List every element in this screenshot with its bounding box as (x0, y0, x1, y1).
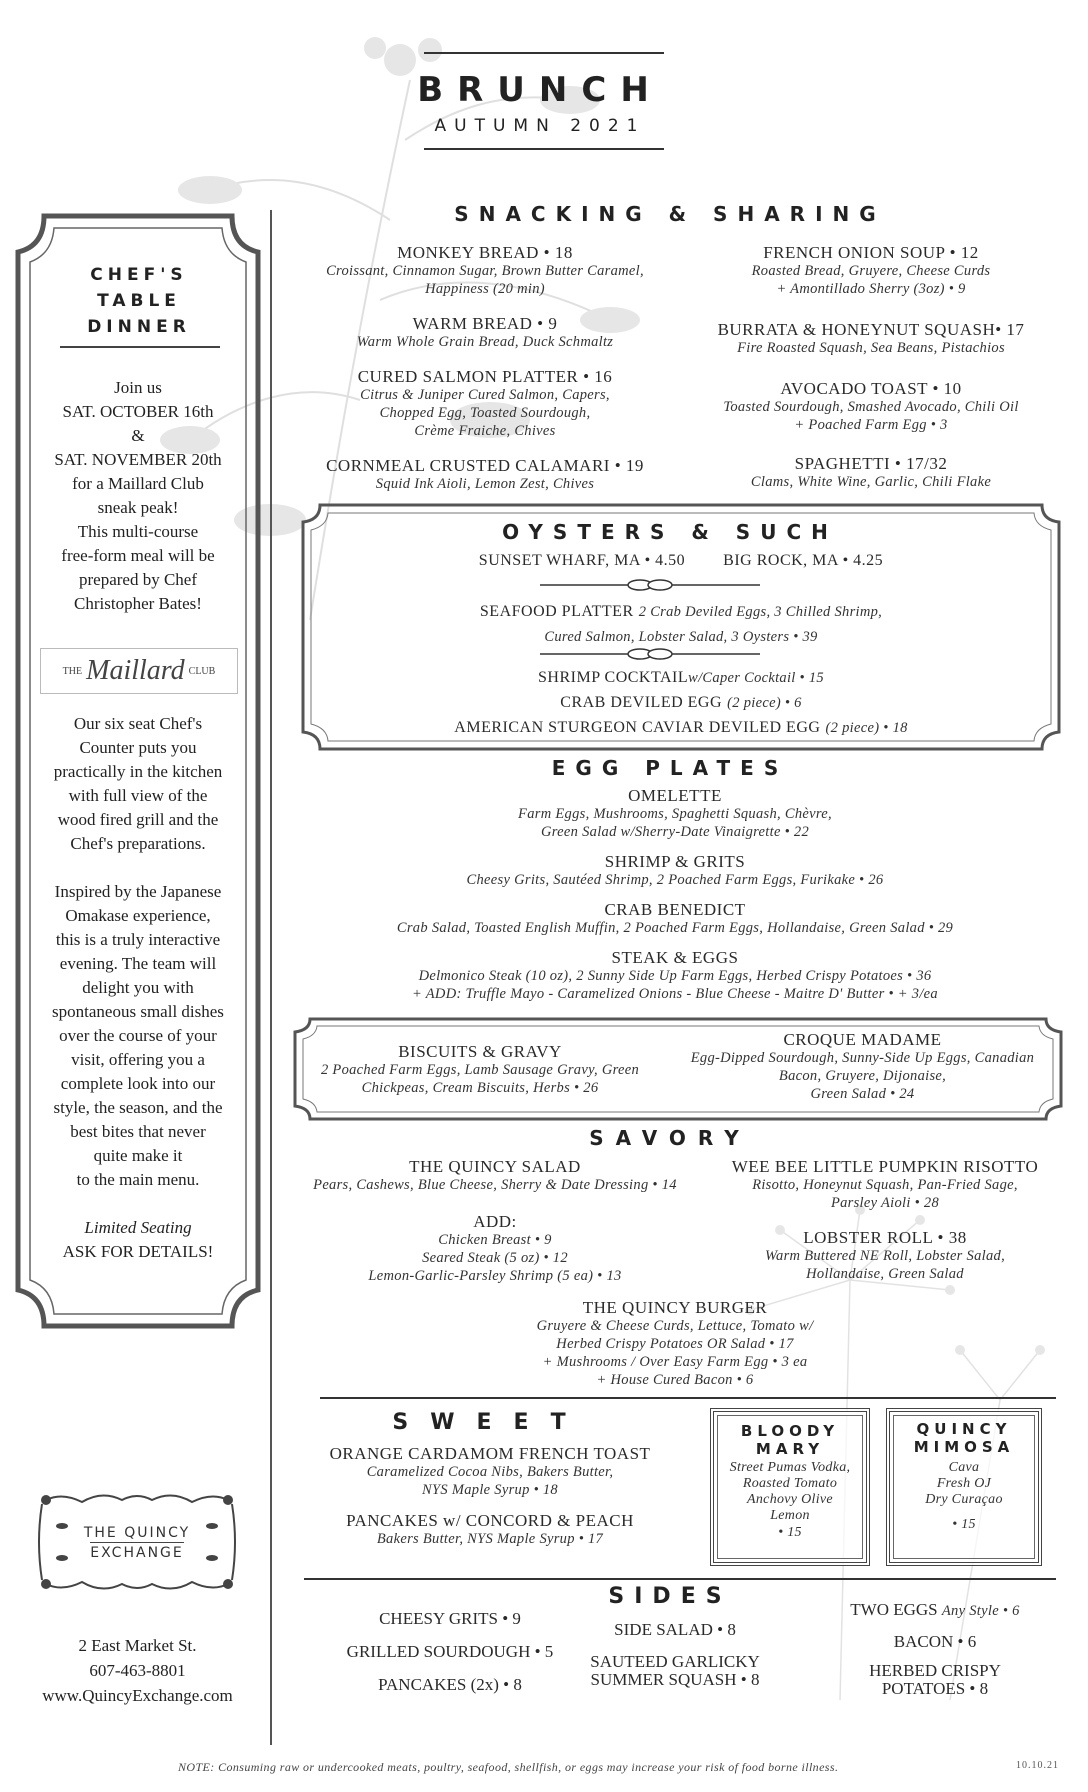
side-item: BACON • 6 (893, 1632, 977, 1651)
item-name: CRAB DEVILED EGG (560, 694, 723, 711)
join-line: free-form meal will be (61, 546, 215, 565)
desc2-line: over the course of your (59, 1026, 217, 1045)
side-item: PANCAKES (2x) • 8 (378, 1675, 522, 1694)
item-name: WEE BEE LITTLE PUMPKIN RISOTTO (731, 1157, 1039, 1176)
item-desc: Parsley Aioli • 28 (830, 1195, 940, 1211)
bloody-mary-title: MARY (755, 1440, 825, 1458)
item-name: AVOCADO TOAST • 10 (780, 379, 962, 398)
chefs-table-join-text (20, 376, 256, 616)
item-desc: + Poached Farm Egg • 3 (794, 417, 948, 433)
side-item-name: TWO EGGS (850, 1600, 938, 1619)
item-name: MONKEY BREAD • 18 (397, 243, 573, 262)
section-heading-oysters: OYSTERS & SUCH (502, 520, 838, 544)
section-heading-eggs: EGG PLATES (551, 756, 789, 780)
item-name: CURED SALMON PLATTER • 16 (357, 367, 613, 386)
side-item: POTATOES • 8 (881, 1679, 989, 1698)
item-name: SHRIMP & GRITS (604, 852, 746, 871)
item-desc: Squid Ink Aioli, Lemon Zest, Chives (375, 476, 595, 492)
pumpkin-risotto (700, 1157, 1070, 1212)
oyster-extras (300, 664, 1062, 739)
item-desc: Chicken Breast • 9 (438, 1232, 552, 1248)
menu-item (280, 852, 1070, 889)
desc2-line: style, the season, and the (53, 1098, 223, 1117)
seafood-platter (300, 598, 1062, 650)
item-desc: • 15 (952, 1517, 976, 1532)
item-desc: Seared Steak (5 oz) • 12 (422, 1250, 568, 1266)
item-desc: Hollandaise, Green Salad (806, 1266, 964, 1282)
item-desc: Caramelized Cocoa Nibs, Bakers Butter, (366, 1464, 614, 1480)
item-desc: Lemon (770, 1508, 810, 1523)
food-safety-note: NOTE: Consuming raw or undercooked meats, poultry, seafood, shellfish, or eggs may increase your risk of food borne illness. (178, 1760, 839, 1774)
address-street: 2 East Market St. (78, 1636, 197, 1655)
join-line-text: for a Maillard Club (72, 474, 204, 493)
item-name: SEAFOOD PLATTER (479, 603, 634, 620)
item-desc: Warm Whole Grain Bread, Duck Schmaltz (356, 334, 614, 350)
oyster-sunset-wharf: SUNSET WHARF, MA • 4.50 (478, 552, 686, 569)
menu-item (290, 243, 680, 298)
side-item (800, 1598, 1070, 1622)
item-desc: Chickpeas, Cream Biscuits, Herbs • 26 (361, 1080, 599, 1096)
desc2-line: this is a truly interactive (55, 930, 221, 949)
menu-item (686, 454, 1056, 491)
join-line: Christopher Bates! (74, 594, 202, 613)
item-name: STEAK & EGGS (611, 948, 739, 967)
side-item: SAUTEED GARLICKY (590, 1652, 760, 1671)
item-desc: Chopped Egg, Toasted Sourdough, (379, 405, 591, 421)
desc-line: with full view of the (68, 786, 208, 805)
menu-item (300, 1511, 680, 1548)
header-rule-top (424, 52, 664, 54)
limited-seating: Limited Seating (84, 1218, 192, 1237)
ornament-divider (540, 647, 760, 661)
item-desc: 2 Poached Farm Eggs, Lamb Sausage Gravy, Green (320, 1062, 640, 1078)
chefs-table-description (20, 712, 256, 1264)
item-desc: Egg-Dipped Sourdough, Sunny-Side Up Eggs, Canadian (690, 1050, 1035, 1066)
item-desc: Citrus & Juniper Cured Salmon, Capers, (360, 387, 610, 403)
desc2-line: evening. The team will (59, 954, 217, 973)
item-desc: NYS Maple Syrup • 18 (422, 1482, 558, 1498)
item-desc: 2 Crab Deviled Eggs, 3 Chilled Shrimp, (638, 604, 883, 620)
menu-item (290, 456, 680, 493)
exchange-logo-line1: THE QUINCY (83, 1525, 191, 1541)
side-item: SUMMER SQUASH • 8 (590, 1670, 760, 1689)
join-line (20, 472, 256, 496)
page-title: BRUNCH (417, 70, 663, 110)
item-desc: Clams, White Wine, Garlic, Chili Flake (750, 474, 992, 490)
item-desc: Anchovy Olive (747, 1492, 833, 1507)
item-desc: + Mushrooms / Over Easy Farm Egg • 3 ea (542, 1354, 808, 1370)
item-desc (890, 1508, 1038, 1516)
desc2-line: Omakase experience, (65, 906, 211, 925)
column-divider (270, 210, 272, 1745)
snacking-left-column (290, 243, 680, 493)
menu-item (290, 314, 680, 351)
sides-rule (304, 1578, 1056, 1580)
item-desc: Bacon, Gruyere, Dijonaise, (778, 1068, 947, 1084)
item-desc: (2 piece) • 6 (727, 695, 802, 711)
item-desc: Farm Eggs, Mushrooms, Spaghetti Squash, Chèvre, (518, 806, 832, 822)
join-line: SAT. NOVEMBER 20th (54, 450, 222, 469)
item-desc: + House Cured Bacon • 6 (596, 1372, 754, 1388)
quincy-mimosa-box (886, 1408, 1042, 1566)
salad-add-ons (300, 1212, 690, 1285)
item-desc: Cured Salmon, Lobster Salad, 3 Oysters • 39 (544, 629, 818, 645)
chefs-table-title-text: CHEF'S TABLE DINNER (87, 265, 191, 337)
item-desc: Gruyere & Cheese Curds, Lettuce, Tomato w/ (536, 1318, 814, 1334)
shrimp-cocktail (300, 664, 1062, 689)
chefs-table-rule (60, 346, 220, 348)
item-desc: + ADD: Truffle Mayo - Caramelized Onions - Blue Cheese - Maitre D' Butter • + 3/ea (412, 986, 938, 1002)
caviar-deviled-egg (300, 714, 1062, 739)
join-line: sneak peak! (97, 498, 179, 517)
item-desc: w/Caper Cocktail • 15 (688, 670, 824, 686)
header-rule-bottom (424, 148, 664, 150)
desc-line: Chef's preparations. (70, 834, 206, 853)
desc-line: Our six seat Chef's (73, 714, 203, 733)
sweet-list (300, 1444, 680, 1548)
item-desc: Dry Curaçao (925, 1492, 1003, 1507)
quincy-salad (280, 1157, 710, 1194)
join-line: Join us (114, 378, 162, 397)
item-name: SHRIMP COCKTAIL (538, 669, 689, 686)
side-item: HERBED CRISPY (869, 1661, 1001, 1680)
item-name: CRAB BENEDICT (604, 900, 746, 919)
ornament-divider (540, 578, 760, 592)
maillard-logo-name: Maillard (86, 655, 185, 686)
menu-item (686, 243, 1056, 298)
item-desc: Fire Roasted Squash, Sea Beans, Pistachios (737, 340, 1005, 356)
menu-item (686, 379, 1056, 434)
item-desc: Crème Fraiche, Chives (414, 423, 556, 439)
desc2-line: best bites that never (70, 1122, 206, 1141)
ask-for-details: ASK FOR DETAILS! (62, 1242, 214, 1261)
item-name: ADD: (473, 1212, 517, 1231)
section-heading-sides: SIDES (608, 1584, 732, 1609)
item-name: BURRATA & HONEYNUT SQUASH• 17 (717, 320, 1025, 339)
bloody-mary-title: BLOODY (740, 1422, 840, 1440)
maillard-logo-the: THE (62, 665, 83, 677)
item-name: LOBSTER ROLL • 38 (803, 1228, 967, 1247)
maillard-logo-club: CLUB (188, 665, 216, 677)
sides-col3 (800, 1598, 1070, 1698)
item-desc: Risotto, Honeynut Squash, Pan-Fried Sage, (752, 1177, 1018, 1193)
item-desc: Street Pumas Vodka, (729, 1460, 851, 1475)
join-line: prepared by Chef (78, 570, 197, 589)
menu-date: 10.10.21 (1016, 1760, 1059, 1771)
quincy-mimosa-title: QUINCY (916, 1420, 1012, 1438)
item-name: BISCUITS & GRAVY (398, 1042, 562, 1061)
snacking-right-column (686, 243, 1056, 491)
item-desc: Green Salad • 24 (810, 1086, 915, 1102)
item-name: CORNMEAL CRUSTED CALAMARI • 19 (326, 456, 644, 475)
item-name: CROQUE MADAME (783, 1030, 942, 1049)
desc-line: wood fired grill and the (57, 810, 219, 829)
desc-line: Counter puts you (79, 738, 197, 757)
section-heading-snacking: SNACKING & SHARING (454, 202, 886, 226)
section-heading-sweet: SWEET (392, 1410, 588, 1435)
croque-madame (665, 1030, 1060, 1103)
item-name: ORANGE CARDAMOM FRENCH TOAST (329, 1444, 651, 1463)
item-name: THE QUINCY SALAD (409, 1157, 581, 1176)
item-desc: Cava (948, 1460, 980, 1475)
item-desc: Pears, Cashews, Blue Cheese, Sherry & Date Dressing • 14 (313, 1177, 677, 1193)
sides-col2 (555, 1618, 795, 1689)
oyster-varieties (300, 551, 1062, 570)
item-name: OMELETTE (628, 786, 722, 805)
page-subtitle: AUTUMN 2021 (434, 116, 646, 136)
side-item-desc: Any Style • 6 (941, 1603, 1020, 1619)
item-desc: Toasted Sourdough, Smashed Avocado, Chili Oil (723, 399, 1019, 415)
quincy-burger (450, 1298, 900, 1389)
item-desc: Roasted Bread, Gruyere, Cheese Curds (751, 263, 991, 279)
item-desc: Fresh OJ (936, 1476, 992, 1491)
side-item: GRILLED SOURDOUGH • 5 (346, 1642, 554, 1661)
menu-item (280, 948, 1070, 1003)
item-desc: Green Salad w/Sherry-Date Vinaigrette • 22 (540, 824, 810, 840)
item-desc: Cheesy Grits, Sautéed Shrimp, 2 Poached Farm Eggs, Furikake • 26 (466, 872, 884, 888)
item-desc: Delmonico Steak (10 oz), 2 Sunny Side Up Farm Eggs, Herbed Crispy Potatoes • 36 (418, 968, 932, 984)
quincy-exchange-logo-text (32, 1524, 242, 1562)
biscuits-and-gravy (300, 1042, 660, 1097)
item-desc: Happiness (20 min) (425, 281, 545, 297)
item-name: WARM BREAD • 9 (412, 314, 558, 333)
address-website[interactable]: www.QuincyExchange.com (42, 1686, 233, 1705)
desc2-line: Inspired by the Japanese (54, 882, 222, 901)
item-name: AMERICAN STURGEON CAVIAR DEVILED EGG (454, 719, 821, 736)
item-name: FRENCH ONION SOUP • 12 (763, 243, 979, 262)
oyster-big-rock: BIG ROCK, MA • 4.25 (723, 552, 884, 569)
item-desc: Bakers Butter, NYS Maple Syrup • 17 (376, 1531, 604, 1547)
chefs-table-title (44, 262, 234, 340)
desc2-line: to the main menu. (76, 1170, 200, 1189)
item-name: THE QUINCY BURGER (582, 1298, 768, 1317)
item-desc: Warm Buttered NE Roll, Lobster Salad, (764, 1248, 1005, 1264)
egg-plates-list (280, 786, 1070, 1003)
desc2-line: complete look into our (60, 1074, 216, 1093)
address-phone: 607-463-8801 (89, 1661, 186, 1680)
item-desc: Croissant, Cinnamon Sugar, Brown Butter Caramel, (326, 263, 644, 279)
desc-line: practically in the kitchen (53, 762, 223, 781)
address-block (10, 1633, 265, 1708)
desc2-line: quite make it (93, 1146, 183, 1165)
menu-item (686, 320, 1056, 357)
item-desc: Roasted Tomato (742, 1476, 838, 1491)
side-item: SIDE SALAD • 8 (614, 1620, 736, 1639)
item-name: PANCAKES w/ CONCORD & PEACH (346, 1511, 634, 1530)
item-desc: (2 piece) • 18 (825, 720, 908, 736)
section-heading-savory: SAVORY (589, 1126, 751, 1150)
lobster-roll (700, 1228, 1070, 1283)
item-desc: Crab Salad, Toasted English Muffin, 2 Poached Farm Eggs, Hollandaise, Green Salad • 29 (396, 920, 954, 936)
menu-item (280, 900, 1070, 937)
crab-deviled-egg (300, 689, 1062, 714)
menu-item (290, 367, 680, 440)
menu-item (300, 1444, 680, 1499)
bloody-mary-box (710, 1408, 870, 1566)
join-line: & (131, 426, 145, 445)
desc2-line: visit, offering you a (71, 1050, 205, 1069)
desc2-line: spontaneous small dishes (52, 1002, 224, 1021)
item-desc: Herbed Crispy Potatoes OR Salad • 17 (556, 1336, 794, 1352)
join-line: SAT. OCTOBER 16th (62, 402, 214, 421)
exchange-logo-line2: EXCHANGE (90, 1542, 183, 1562)
sweet-rule (320, 1397, 1056, 1399)
desc2-line: delight you with (82, 978, 194, 997)
quincy-mimosa-title: MIMOSA (913, 1438, 1015, 1456)
item-desc: • 15 (778, 1525, 802, 1540)
join-line: This multi-course (77, 522, 199, 541)
menu-item (280, 786, 1070, 841)
side-item: CHEESY GRITS • 9 (379, 1609, 521, 1628)
item-desc: + Amontillado Sherry (3oz) • 9 (776, 281, 966, 297)
seafood-platter-line1 (300, 598, 1062, 624)
maillard-club-logo (40, 648, 238, 694)
item-name: SPAGHETTI • 17/32 (794, 454, 948, 473)
item-desc: Lemon-Garlic-Parsley Shrimp (5 ea) • 13 (368, 1268, 622, 1284)
